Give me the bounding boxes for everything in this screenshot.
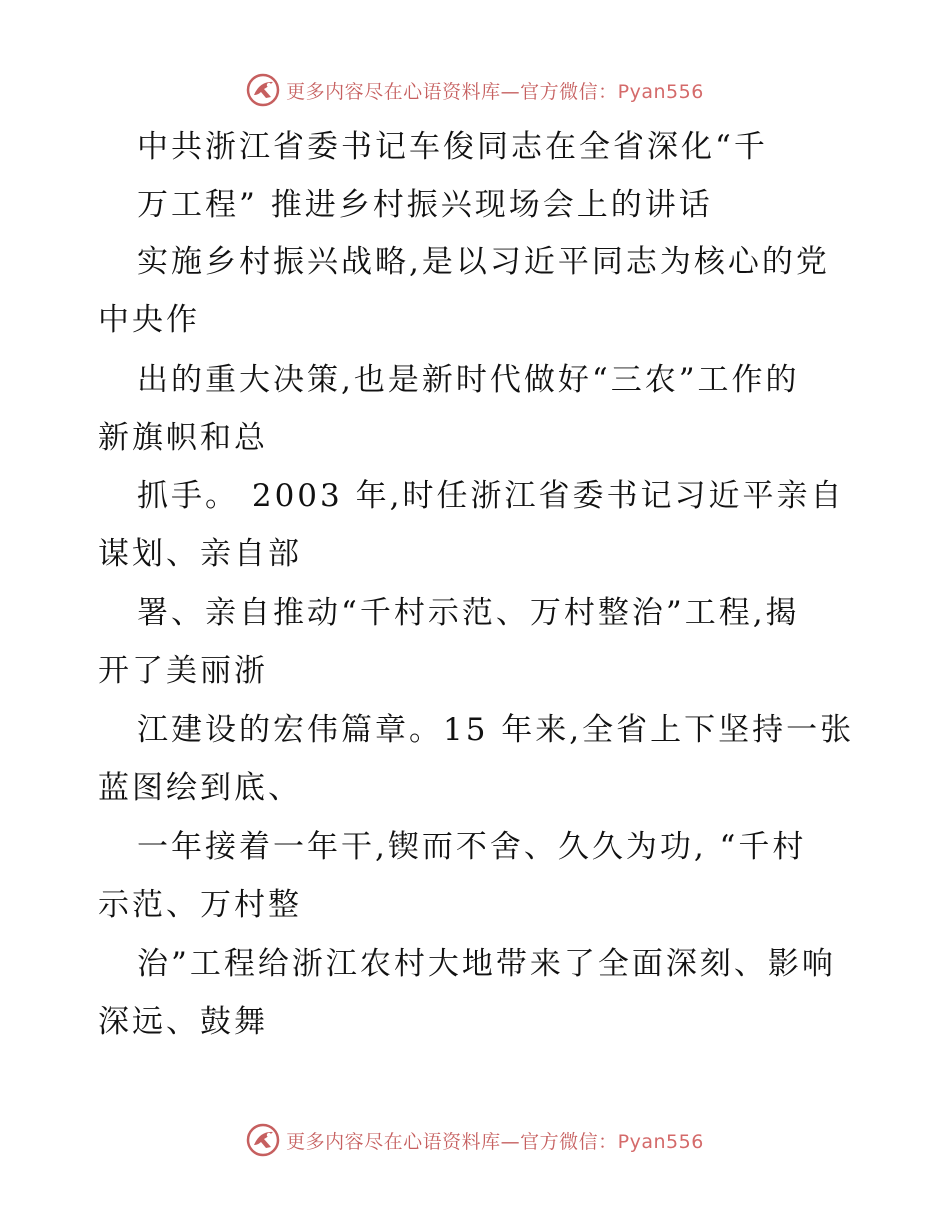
text-line-11: 江建设的宏伟篇章。15 年来,全省上下坚持一张 xyxy=(137,712,855,748)
text-line-15: 治”工程给浙江农村大地带来了全面深刻、影响 xyxy=(137,946,836,982)
banner-caption: 更多内容尽在心语资料库—官方微信： xyxy=(286,80,618,103)
text-line-8: 谋划、亲自部 xyxy=(98,536,302,572)
footer-banner xyxy=(0,1122,950,1158)
banner-text xyxy=(286,77,704,104)
brand-logo-icon xyxy=(246,73,280,107)
header-banner xyxy=(0,72,950,108)
banner-text xyxy=(286,1127,704,1154)
wechat-id: Pyan556 xyxy=(617,80,704,103)
text-line-14: 示范、万村整 xyxy=(98,887,302,923)
text-line-9: 署、亲自推动“千村示范、万村整治”工程,揭 xyxy=(137,595,800,631)
brand-logo-icon xyxy=(246,1123,280,1157)
text-line-16: 深远、鼓舞 xyxy=(98,1004,268,1040)
text-line-5: 出的重大决策,也是新时代做好“三农”工作的 xyxy=(137,362,800,398)
text-line-4: 中央作 xyxy=(98,302,200,338)
text-line-7: 抓手。 2003 年,时任浙江省委书记习近平亲自 xyxy=(137,478,845,514)
text-line-13: 一年接着一年干,锲而不舍、久久为功, “千村 xyxy=(137,829,807,865)
text-line-10: 开了美丽浙 xyxy=(98,653,268,689)
banner-caption: 更多内容尽在心语资料库—官方微信： xyxy=(286,1130,618,1153)
text-line-12: 蓝图绘到底、 xyxy=(98,770,302,806)
text-line-3: 实施乡村振兴战略,是以习近平同志为核心的党 xyxy=(137,244,830,280)
text-line-1: 中共浙江省委书记车俊同志在全省深化“千 xyxy=(137,129,768,165)
wechat-id: Pyan556 xyxy=(617,1130,704,1153)
text-line-6: 新旗帜和总 xyxy=(98,420,268,456)
text-line-2: 万工程” 推进乡村振兴现场会上的讲话 xyxy=(137,187,713,223)
